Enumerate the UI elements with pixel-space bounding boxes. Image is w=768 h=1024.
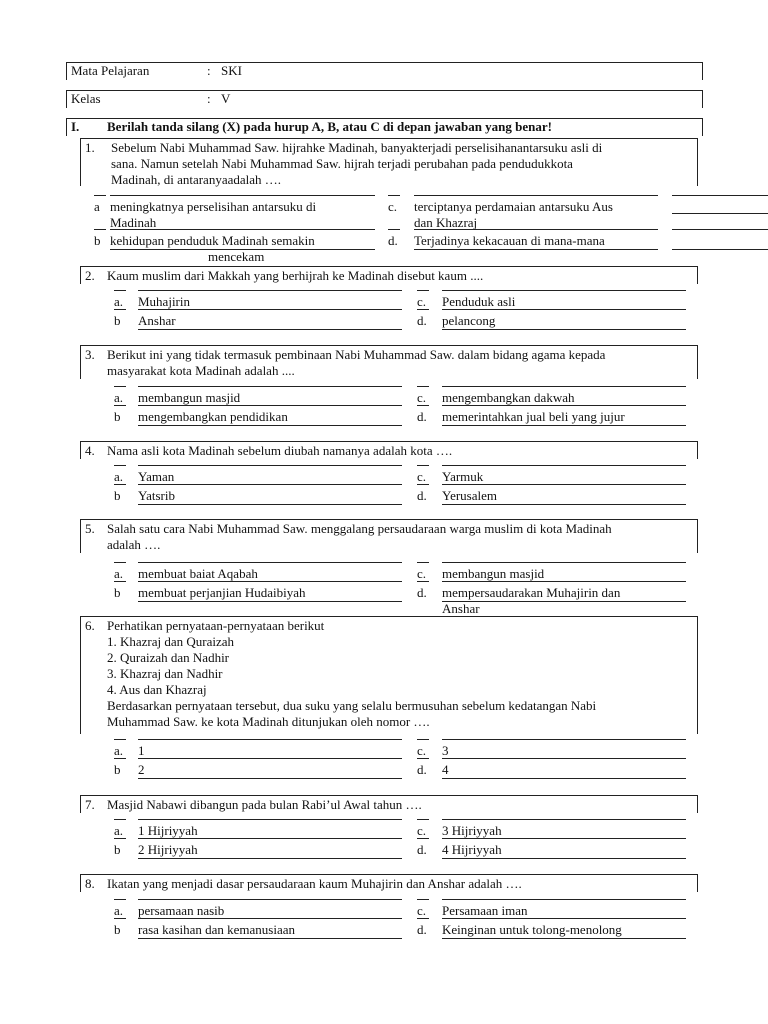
option-label[interactable]: b (114, 488, 121, 503)
subject-label: Mata Pelajaran (71, 63, 150, 78)
question-text: Masjid Nabawi dibangun pada bulan Rabi’ul Awal tahun …. (107, 797, 422, 812)
option-label[interactable]: d. (417, 762, 427, 777)
option-label-rule (114, 758, 126, 759)
option-label[interactable]: c. (388, 199, 398, 214)
option-text[interactable]: 1 Hijriyyah (138, 823, 198, 838)
option-label[interactable]: b (114, 842, 121, 857)
extra-rule (672, 249, 768, 250)
option-rule (138, 758, 402, 759)
option-label-rule (417, 899, 429, 900)
option-text[interactable]: mempersaudarakan Muhajirin dan (442, 585, 621, 600)
option-label-rule (94, 229, 106, 230)
question-box (80, 138, 698, 186)
class-row (66, 90, 703, 108)
option-rule (110, 229, 375, 230)
option-rule (110, 195, 375, 196)
option-label[interactable]: c. (417, 469, 427, 484)
question-text: Kaum muslim dari Makkah yang berhijrah ke Madinah disebut kaum .... (107, 268, 484, 283)
option-label-rule (94, 195, 106, 196)
question-box (80, 441, 698, 459)
option-rule (138, 819, 402, 820)
option-text[interactable]: Muhajirin (138, 294, 190, 309)
question-text: Madinah, di antaranyaadalah …. (111, 172, 282, 187)
option-bottom-rule (442, 504, 686, 505)
option-bottom-rule (138, 601, 402, 602)
option-rule (138, 309, 402, 310)
option-text[interactable]: mengembangkan pendidikan (138, 409, 288, 424)
option-text[interactable]: terciptanya perdamaian antarsuku Aus (414, 199, 613, 214)
option-label-rule (417, 386, 429, 387)
option-rule (442, 484, 686, 485)
option-label-rule (114, 386, 126, 387)
option-label[interactable]: c. (417, 294, 427, 309)
option-rule (414, 229, 658, 230)
option-rule (138, 562, 402, 563)
class-separator: : (207, 91, 211, 106)
option-text[interactable]: dan Khazraj (414, 215, 478, 230)
option-label[interactable]: a (94, 199, 100, 214)
option-label-rule (114, 562, 126, 563)
option-text[interactable]: Yatsrib (138, 488, 175, 503)
question-box (80, 874, 698, 892)
option-label-rule (114, 739, 126, 740)
option-label-rule (417, 484, 429, 485)
option-text[interactable]: mencekam (208, 249, 265, 264)
option-label[interactable]: b (114, 409, 121, 424)
option-bottom-rule (442, 778, 686, 779)
question-number: 1. (85, 140, 95, 155)
option-label-rule (114, 899, 126, 900)
option-label-rule (417, 838, 429, 839)
option-bottom-rule (138, 504, 402, 505)
option-label[interactable]: d. (417, 409, 427, 424)
question-number: 4. (85, 443, 95, 458)
question-text: Muhammad Saw. ke kota Madinah ditunjukan oleh nomor …. (107, 714, 430, 729)
option-rule (138, 899, 402, 900)
option-label[interactable]: a. (114, 903, 124, 918)
option-label-rule (114, 465, 126, 466)
option-rule (414, 195, 658, 196)
subject-row (66, 62, 703, 80)
question-number: 7. (85, 797, 95, 812)
question-text: Ikatan yang menjadi dasar persaudaraan kaum Muhajirin dan Anshar adalah …. (107, 876, 522, 891)
option-bottom-rule (138, 778, 402, 779)
question-text: 4. Aus dan Khazraj (107, 682, 207, 697)
option-rule (138, 918, 402, 919)
option-label-rule (417, 465, 429, 466)
option-text[interactable]: 1 (138, 743, 145, 758)
option-text[interactable]: Penduduk asli (442, 294, 516, 309)
option-label-rule (417, 581, 429, 582)
option-text[interactable]: 2 (138, 762, 145, 777)
option-bottom-rule (138, 938, 402, 939)
option-label[interactable]: b (114, 313, 121, 328)
question-number: 5. (85, 521, 95, 536)
option-text[interactable]: kehidupan penduduk Madinah semakin (110, 233, 315, 248)
option-label[interactable]: d. (417, 842, 427, 857)
option-text[interactable]: 3 (442, 743, 449, 758)
option-rule (138, 405, 402, 406)
option-label-rule (114, 405, 126, 406)
option-text[interactable]: Madinah (110, 215, 157, 230)
question-text: 1. Khazraj dan Quraizah (107, 634, 235, 649)
class-value: V (221, 91, 231, 106)
question-text: Salah satu cara Nabi Muhammad Saw. menggalang persaudaraan warga muslim di kota Madinah (107, 521, 612, 536)
option-rule (442, 309, 686, 310)
option-text[interactable]: membangun masjid (138, 390, 241, 405)
option-text[interactable]: Persamaan iman (442, 903, 528, 918)
extra-rule (672, 213, 768, 214)
option-text[interactable]: Keinginan untuk tolong-menolong (442, 922, 622, 937)
option-text[interactable]: 2 Hijriyyah (138, 842, 198, 857)
option-label-rule (114, 918, 126, 919)
option-rule (442, 838, 686, 839)
option-rule (442, 739, 686, 740)
question-text: Nama asli kota Madinah sebelum diubah namanya adalah kota …. (107, 443, 453, 458)
option-label-rule (417, 739, 429, 740)
option-label-rule (417, 758, 429, 759)
question-text: Berdasarkan pernyataan tersebut, dua suku yang selalu bermusuhan sebelum kedatangan Nabi (107, 698, 597, 713)
option-rule (138, 465, 402, 466)
option-text[interactable]: 4 Hijriyyah (442, 842, 502, 857)
question-text: Sebelum Nabi Muhammad Saw. hijrahke Madinah, banyakterjadi perselisihanantarsuku asli di (111, 140, 603, 155)
question-number: 6. (85, 618, 95, 633)
option-label-rule (417, 819, 429, 820)
option-label[interactable]: b (114, 762, 121, 777)
option-label-rule (114, 581, 126, 582)
option-rule (442, 758, 686, 759)
option-rule (138, 739, 402, 740)
option-label[interactable]: c. (417, 390, 427, 405)
option-rule (138, 581, 402, 582)
question-text: Berikut ini yang tidak termasuk pembinaan Nabi Muhammad Saw. dalam bidang agama kepada (107, 347, 606, 362)
option-rule (442, 290, 686, 291)
option-bottom-rule (442, 938, 686, 939)
question-box (80, 795, 698, 813)
option-text[interactable]: membuat baiat Aqabah (138, 566, 258, 581)
question-box (80, 519, 698, 553)
extra-rule (672, 195, 768, 196)
question-text: masyarakat kota Madinah adalah .... (107, 363, 295, 378)
section-instruction: Berilah tanda silang (X) pada hurup A, B, atau C di depan jawaban yang benar! (107, 119, 552, 134)
option-rule (138, 290, 402, 291)
option-rule (442, 386, 686, 387)
option-rule (442, 465, 686, 466)
option-rule (442, 899, 686, 900)
option-label-rule (114, 309, 126, 310)
option-label-rule (417, 309, 429, 310)
option-label[interactable]: c. (417, 903, 427, 918)
option-text[interactable]: Yaman (138, 469, 175, 484)
question-box (80, 345, 698, 379)
question-number: 3. (85, 347, 95, 362)
question-text: 3. Khazraj dan Nadhir (107, 666, 223, 681)
question-number: 8. (85, 876, 95, 891)
question-box (80, 266, 698, 284)
question-text: Perhatikan pernyataan-pernyataan berikut (107, 618, 325, 633)
question-text: adalah …. (107, 537, 161, 552)
option-text[interactable]: membangun masjid (442, 566, 545, 581)
option-label-rule (417, 562, 429, 563)
option-label[interactable]: a. (114, 566, 124, 581)
section-number: I. (71, 119, 80, 134)
option-rule (442, 819, 686, 820)
option-text[interactable]: meningkatnya perselisihan antarsuku di (110, 199, 317, 214)
option-text[interactable]: Yerusalem (442, 488, 498, 503)
option-label[interactable]: a. (114, 294, 124, 309)
option-label-rule (114, 819, 126, 820)
option-label-rule (388, 229, 400, 230)
option-bottom-rule (442, 858, 686, 859)
subject-separator: : (207, 63, 211, 78)
option-label[interactable]: c. (417, 566, 427, 581)
option-bottom-rule (414, 249, 658, 250)
option-label[interactable]: b (114, 922, 121, 937)
question-number: 2. (85, 268, 95, 283)
option-label-rule (388, 195, 400, 196)
option-rule (442, 562, 686, 563)
option-label[interactable]: d. (417, 922, 427, 937)
option-bottom-rule (442, 425, 686, 426)
option-label[interactable]: a. (114, 469, 124, 484)
option-text[interactable]: pelancong (442, 313, 496, 328)
option-rule (138, 386, 402, 387)
option-text[interactable]: Anshar (138, 313, 176, 328)
option-rule (138, 838, 402, 839)
option-rule (442, 581, 686, 582)
option-text[interactable]: rasa kasihan dan kemanusiaan (138, 922, 296, 937)
option-text[interactable]: Terjadinya kekacauan di mana-mana (414, 233, 605, 248)
option-label-rule (417, 918, 429, 919)
option-bottom-rule (442, 329, 686, 330)
option-label[interactable]: d. (388, 233, 398, 248)
option-bottom-rule (138, 425, 402, 426)
option-rule (442, 405, 686, 406)
option-text[interactable]: membuat perjanjian Hudaibiyah (138, 585, 306, 600)
option-text[interactable]: 3 Hijriyyah (442, 823, 502, 838)
option-label-rule (417, 290, 429, 291)
option-text[interactable]: mengembangkan dakwah (442, 390, 575, 405)
option-label[interactable]: d. (417, 313, 427, 328)
class-label: Kelas (71, 91, 101, 106)
option-bottom-rule (138, 858, 402, 859)
option-label[interactable]: a. (114, 743, 124, 758)
option-label-rule (114, 838, 126, 839)
question-text: 2. Quraizah dan Nadhir (107, 650, 230, 665)
option-rule (442, 918, 686, 919)
option-label[interactable]: c. (417, 823, 427, 838)
option-text[interactable]: Anshar (442, 601, 480, 616)
subject-value: SKI (221, 63, 242, 78)
option-text[interactable]: 4 (442, 762, 449, 777)
option-label-rule (114, 290, 126, 291)
option-rule (138, 484, 402, 485)
option-bottom-rule (110, 249, 375, 250)
option-label[interactable]: a. (114, 823, 124, 838)
question-text: sana. Namun setelah Nabi Muhammad Saw. hijrah terjadi perubahan pada pendudukkota (111, 156, 573, 171)
option-text[interactable]: Yarmuk (442, 469, 484, 484)
option-label-rule (417, 405, 429, 406)
option-bottom-rule (442, 601, 686, 602)
option-bottom-rule (138, 329, 402, 330)
question-box (80, 616, 698, 734)
option-label[interactable]: a. (114, 390, 124, 405)
option-label[interactable]: b (114, 585, 121, 600)
option-label[interactable]: d. (417, 488, 427, 503)
option-text[interactable]: memerintahkan jual beli yang jujur (442, 409, 625, 424)
section-row (66, 118, 703, 136)
extra-rule (672, 229, 768, 230)
option-label-rule (114, 484, 126, 485)
option-text[interactable]: persamaan nasib (138, 903, 225, 918)
option-label[interactable]: c. (417, 743, 427, 758)
option-label[interactable]: d. (417, 585, 427, 600)
option-label[interactable]: b (94, 233, 101, 248)
